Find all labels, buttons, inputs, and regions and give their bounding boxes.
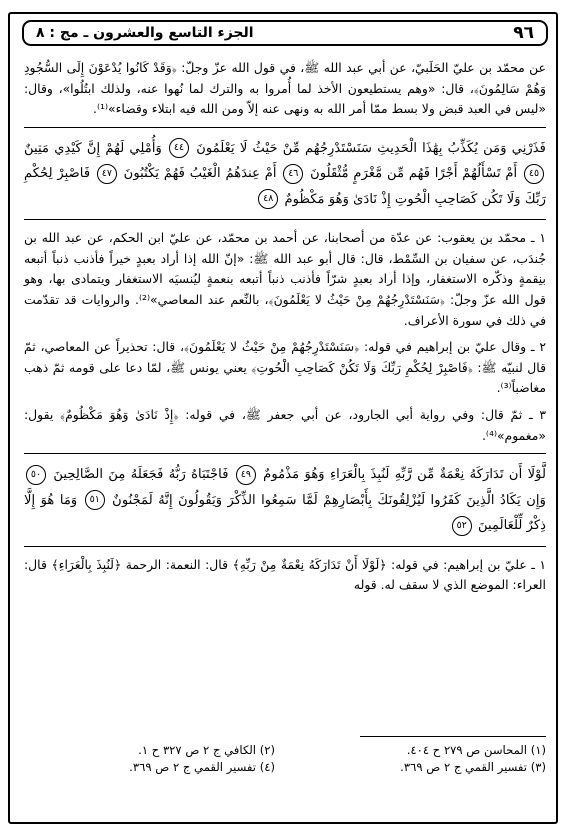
page-number: ٩٦	[513, 23, 534, 43]
hadith-paragraph-4: ٣ ـ ثمّ قال: وفي رواية أبي الجارود، عن أبي جعفر ﷺ، في قوله: ﴿إِذْ نَادَىٰ وَهُوَ مَكْظُومٌ﴾ يقول: «مغموم»⁽⁴⁾.	[24, 407, 546, 443]
ayah-number-marker: ٥٢	[452, 516, 472, 536]
section-divider	[24, 219, 546, 220]
footnote-2: (٢) الكافي ج ٢ ص ٣٢٧ ح ١.	[138, 743, 275, 757]
footnote-4: (٤) تفسير القمي ج ٢ ص ٣٦٩.	[129, 760, 275, 774]
ayah-number-marker: ٤٨	[258, 189, 278, 209]
hadith-paragraph-2: ١ ـ محمّد بن يعقوب: عن عدّة من أصحابنا، عن أحمد بن محمّد، عن عليّ ابن الحكم، عن عبد الله بن جُندَب، عن سفيان بن السِّمْط، قال: قال أبو عبد الله ﷺ: «إنّ الله إذا أراد بعبدٍ خيراً فأذنب ذنباً أتبعه بنِقمةٍ وذكّره الاستغفار، وإذا أراد بعبدٍ شرّاً فأذنب ذنباً أتبعه بنعمةٍ ليُنسيَه الاستغفار ويتمادى بها، وهو قول الله عزّ وجلّ: ﴿سَنَسْتَدْرِجُهُمْ مِنْ حَيْثُ لا يَعْلَمُونَ﴾، بالنِّعم عند المعاصي»⁽²⁾. والروايات قد تقدّمت في ذلك في سورة الأعراف.	[24, 230, 546, 328]
verse-text: وَمَا هُوَ إِلَّا ذِكْرٌ لِّلْعَالَمِينَ	[24, 492, 546, 534]
ayah-number-marker: ٥١	[85, 490, 105, 510]
footnote-3: (٣) تفسير القمي ج ٢ ص ٣٦٩.	[400, 760, 546, 774]
verse-text: وَإِن يَكَادُ الَّذِينَ كَفَرُوا لَيُزْلِقُونَكَ بِأَبْصَارِهِمْ لَمَّا سَمِعُوا الذِّكْرَ وَيَقُولُونَ إِنَّهُ لَمَجْنُونٌ	[112, 492, 546, 508]
quran-verses-49-52	[24, 462, 546, 539]
hadith-paragraph-1: عن محمّد بن عليّ الحَلَبيّ، عن أبي عبد الله ﷺ، في قول الله عزّ وجلّ: ﴿وَقَدْ كَانُوا يُدْعَوْنَ إِلَى السُّجُودِ وَهُمْ سَالِمُونَ﴾، قال: «وهم يستطيعون الأخذ لما أُمروا به والترك لما نُهوا عنه، ولذلك ابتُلُوا»، وقال: «ليس في العبد قبض ولا بسط ممّا أمر الله به ونهى عنه إلاّ ومن الله فيه ابتلاء وقضاء»⁽¹⁾.	[24, 60, 546, 117]
verse-text: وَأُمْلِي لَهُمْ إِنَّ كَيْدِي مَتِينٌ	[24, 140, 162, 156]
hadith-paragraph-3: ٢ ـ وقال عليّ بن إبراهيم في قوله: ﴿سَنَسْتَدْرِجُهُمْ مِنْ حَيْثُ لا يَعْلَمُونَ﴾، قال: تحذيراً عن المعاصي، ثمّ قال لنبيّه ﷺ: ﴿فَاصْبِرْ لِحُكْمِ رَبِّكَ وَلَا تَكُنْ كَصَاحِبِ الْحُوتِ﴾ يعني يونس ﷺ، لمّا دعا على قومه ثمّ ذهب مغاضباً⁽³⁾.	[24, 339, 546, 396]
ayah-number-marker: ٤٦	[283, 164, 303, 184]
hadith-paragraph-5: ١ ـ عليّ بن إبراهيم: في قوله: ﴿لَوْلَا أَنْ تَدَارَكَهُ نِعْمَةٌ مِنْ رَبِّهِ﴾ قال: النعمة: الرحمة ﴿لَنُبِذَ بِالْعَرَاءِ﴾ قال: العراء: الموضع الذي لا سقف له. قوله	[24, 556, 546, 593]
ayah-number-marker: ٥٠	[26, 465, 46, 485]
quran-verses-44-48	[24, 136, 546, 213]
section-divider	[24, 546, 546, 547]
verse-text: أَمْ تَسْأَلُهُمْ أَجْرًا فَهُم مِّن مَّغْرَمٍ مُّثْقَلُونَ	[310, 166, 518, 182]
verse-text: فَذَرْنِي وَمَن يُكَذِّبُ بِهَٰذَا الْحَدِيثِ سَنَسْتَدْرِجُهُم مِّنْ حَيْثُ لَا يَعْلَمُونَ	[196, 140, 546, 156]
verse-text: فَاصْبِرْ لِحُكْمِ رَبِّكَ وَلَا تَكُن كَصَاحِبِ الْحُوتِ إِذْ نَادَىٰ وَهُوَ مَكْظُومٌ	[24, 166, 546, 207]
ayah-number-marker: ٤٧	[97, 164, 117, 184]
footnote-rule	[360, 736, 546, 737]
verse-text: فَاجْتَبَاهُ رَبُّهُ فَجَعَلَهُ مِنَ الصَّالِحِينَ	[53, 467, 229, 483]
ayah-number-marker: ٤٥	[524, 164, 544, 184]
ayah-number-marker: ٤٤	[169, 138, 189, 158]
running-title: الجزء التاسع والعشرون ـ مج : ٨	[36, 25, 254, 41]
footnotes	[24, 742, 546, 776]
verse-text: أَمْ عِندَهُمُ الْغَيْبُ فَهُمْ يَكْتُبُونَ	[123, 166, 277, 182]
page-content	[24, 58, 546, 602]
verse-text: لَّوْلَا أَن تَدَارَكَهُ نِعْمَةٌ مِّن رَّبِّهِ لَنُبِذَ بِالْعَرَاءِ وَهُوَ مَذْمُومٌ	[263, 467, 546, 483]
section-divider	[24, 127, 546, 128]
page-header	[22, 20, 548, 46]
section-divider	[24, 453, 546, 454]
ayah-number-marker: ٤٩	[236, 465, 256, 485]
footnote-1: (١) المحاسن ص ٢٧٩ ح ٤٠٤.	[406, 743, 546, 757]
